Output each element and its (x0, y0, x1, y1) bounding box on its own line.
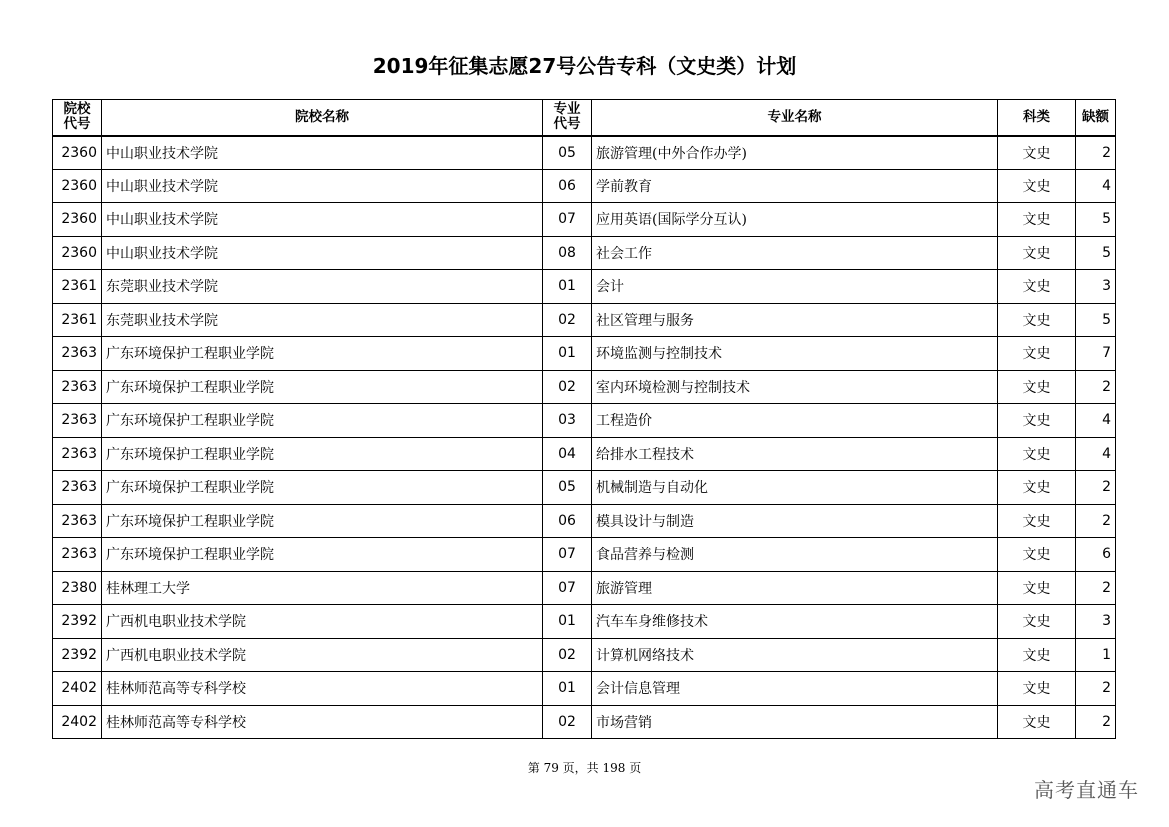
cell-school-code: 2363 (53, 538, 102, 572)
page-title: 2019年征集志愿27号公告专科（文史类）计划 (372, 54, 797, 78)
table-row (53, 705, 1116, 739)
cell-major-name: 机械制造与自动化 (592, 471, 998, 505)
table-row (53, 303, 1116, 337)
cell-school-name: 东莞职业技术学院 (102, 270, 543, 304)
cell-school-code: 2402 (53, 672, 102, 706)
table-row (53, 471, 1116, 505)
cell-school-code: 2360 (53, 236, 102, 270)
table-row (53, 504, 1116, 538)
cell-major-code: 05 (543, 471, 592, 505)
cell-major-name: 社区管理与服务 (592, 303, 998, 337)
cell-quota: 5 (1076, 303, 1116, 337)
cell-major-name: 应用英语(国际学分互认) (592, 203, 998, 237)
table-row (53, 538, 1116, 572)
cell-school-name: 广东环境保护工程职业学院 (102, 337, 543, 371)
watermark-text: 高考直通车 (1034, 778, 1139, 802)
cell-school-name: 中山职业技术学院 (102, 236, 543, 270)
table-row (53, 203, 1116, 237)
header-school-code: 院校代号 (53, 100, 102, 136)
table-row (53, 404, 1116, 438)
cell-school-code: 2363 (53, 404, 102, 438)
table-body (53, 136, 1116, 739)
cell-category: 文史 (998, 672, 1076, 706)
cell-major-name: 市场营销 (592, 705, 998, 739)
cell-category: 文史 (998, 571, 1076, 605)
table-row (53, 638, 1116, 672)
cell-category: 文史 (998, 236, 1076, 270)
table-row (53, 571, 1116, 605)
cell-school-name: 广东环境保护工程职业学院 (102, 370, 543, 404)
cell-major-code: 01 (543, 270, 592, 304)
cell-category: 文史 (998, 337, 1076, 371)
cell-major-code: 07 (543, 571, 592, 605)
table-row (53, 337, 1116, 371)
cell-major-name: 室内环境检测与控制技术 (592, 370, 998, 404)
cell-quota: 2 (1076, 136, 1116, 170)
cell-school-code: 2361 (53, 270, 102, 304)
cell-school-name: 广东环境保护工程职业学院 (102, 471, 543, 505)
cell-quota: 2 (1076, 571, 1116, 605)
cell-school-code: 2360 (53, 136, 102, 170)
cell-quota: 3 (1076, 605, 1116, 639)
cell-category: 文史 (998, 404, 1076, 438)
cell-major-name: 计算机网络技术 (592, 638, 998, 672)
table-row (53, 370, 1116, 404)
cell-category: 文史 (998, 370, 1076, 404)
table-row (53, 437, 1116, 471)
page-footer: 第 79 页，共 198 页 (527, 761, 642, 775)
cell-major-name: 会计信息管理 (592, 672, 998, 706)
cell-school-name: 广西机电职业技术学院 (102, 638, 543, 672)
cell-category: 文史 (998, 638, 1076, 672)
cell-school-code: 2360 (53, 203, 102, 237)
cell-major-code: 07 (543, 203, 592, 237)
cell-major-name: 旅游管理 (592, 571, 998, 605)
cell-major-code: 02 (543, 705, 592, 739)
cell-major-code: 01 (543, 605, 592, 639)
plan-table (52, 99, 1116, 739)
cell-school-code: 2361 (53, 303, 102, 337)
cell-school-name: 东莞职业技术学院 (102, 303, 543, 337)
cell-major-name: 学前教育 (592, 169, 998, 203)
cell-major-code: 01 (543, 672, 592, 706)
cell-major-code: 03 (543, 404, 592, 438)
cell-major-code: 04 (543, 437, 592, 471)
cell-school-code: 2392 (53, 605, 102, 639)
cell-school-code: 2360 (53, 169, 102, 203)
cell-school-code: 2363 (53, 370, 102, 404)
cell-school-name: 桂林师范高等专科学校 (102, 672, 543, 706)
cell-category: 文史 (998, 437, 1076, 471)
cell-quota: 3 (1076, 270, 1116, 304)
cell-major-name: 环境监测与控制技术 (592, 337, 998, 371)
cell-quota: 4 (1076, 169, 1116, 203)
header-school-name: 院校名称 (102, 100, 543, 136)
cell-major-name: 给排水工程技术 (592, 437, 998, 471)
cell-category: 文史 (998, 169, 1076, 203)
cell-category: 文史 (998, 136, 1076, 170)
cell-school-name: 广东环境保护工程职业学院 (102, 538, 543, 572)
cell-quota: 7 (1076, 337, 1116, 371)
cell-major-code: 02 (543, 303, 592, 337)
table-header-row (53, 100, 1116, 136)
cell-quota: 2 (1076, 471, 1116, 505)
table-row (53, 605, 1116, 639)
cell-school-name: 中山职业技术学院 (102, 169, 543, 203)
cell-major-name: 会计 (592, 270, 998, 304)
cell-school-code: 2402 (53, 705, 102, 739)
cell-category: 文史 (998, 538, 1076, 572)
cell-school-name: 广西机电职业技术学院 (102, 605, 543, 639)
cell-school-code: 2363 (53, 504, 102, 538)
cell-quota: 6 (1076, 538, 1116, 572)
cell-school-name: 广东环境保护工程职业学院 (102, 437, 543, 471)
cell-major-code: 01 (543, 337, 592, 371)
cell-major-code: 02 (543, 370, 592, 404)
cell-major-code: 02 (543, 638, 592, 672)
cell-school-name: 桂林理工大学 (102, 571, 543, 605)
cell-category: 文史 (998, 504, 1076, 538)
cell-school-code: 2363 (53, 437, 102, 471)
cell-major-code: 08 (543, 236, 592, 270)
cell-category: 文史 (998, 605, 1076, 639)
table-row (53, 270, 1116, 304)
header-quota: 缺额 (1076, 100, 1116, 136)
cell-category: 文史 (998, 705, 1076, 739)
cell-major-code: 07 (543, 538, 592, 572)
header-major-code: 专业代号 (543, 100, 592, 136)
cell-school-name: 中山职业技术学院 (102, 203, 543, 237)
cell-major-name: 食品营养与检测 (592, 538, 998, 572)
table-row (53, 136, 1116, 170)
cell-category: 文史 (998, 471, 1076, 505)
cell-quota: 2 (1076, 672, 1116, 706)
cell-major-code: 06 (543, 504, 592, 538)
cell-category: 文史 (998, 203, 1076, 237)
table-row (53, 672, 1116, 706)
cell-major-name: 模具设计与制造 (592, 504, 998, 538)
cell-school-name: 桂林师范高等专科学校 (102, 705, 543, 739)
cell-school-code: 2380 (53, 571, 102, 605)
cell-quota: 5 (1076, 203, 1116, 237)
header-major-name: 专业名称 (592, 100, 998, 136)
cell-school-code: 2392 (53, 638, 102, 672)
cell-major-code: 05 (543, 136, 592, 170)
table-row (53, 236, 1116, 270)
table-row (53, 169, 1116, 203)
cell-quota: 5 (1076, 236, 1116, 270)
cell-school-name: 广东环境保护工程职业学院 (102, 404, 543, 438)
cell-major-name: 工程造价 (592, 404, 998, 438)
cell-quota: 4 (1076, 437, 1116, 471)
header-category: 科类 (998, 100, 1076, 136)
cell-school-name: 广东环境保护工程职业学院 (102, 504, 543, 538)
cell-quota: 1 (1076, 638, 1116, 672)
cell-category: 文史 (998, 270, 1076, 304)
cell-major-code: 06 (543, 169, 592, 203)
cell-school-name: 中山职业技术学院 (102, 136, 543, 170)
cell-major-name: 旅游管理(中外合作办学) (592, 136, 998, 170)
cell-major-name: 社会工作 (592, 236, 998, 270)
cell-school-code: 2363 (53, 337, 102, 371)
cell-quota: 4 (1076, 404, 1116, 438)
cell-category: 文史 (998, 303, 1076, 337)
cell-school-code: 2363 (53, 471, 102, 505)
cell-quota: 2 (1076, 504, 1116, 538)
cell-quota: 2 (1076, 370, 1116, 404)
cell-major-name: 汽车车身维修技术 (592, 605, 998, 639)
cell-quota: 2 (1076, 705, 1116, 739)
